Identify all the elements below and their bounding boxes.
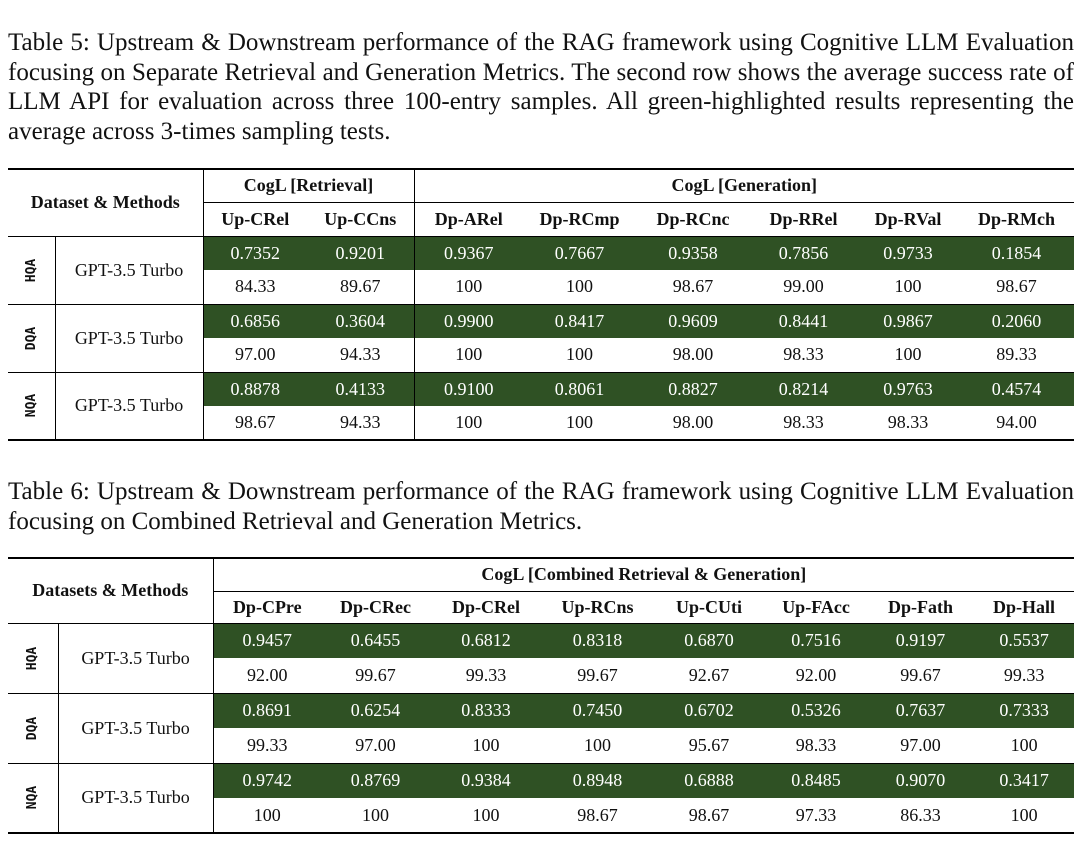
success-rate-cell: 94.33	[307, 406, 414, 440]
score-cell: 0.4133	[307, 372, 414, 406]
success-rate-cell: 92.00	[765, 658, 867, 693]
success-rate-cell: 100	[974, 728, 1074, 763]
column-header: Dp-Fath	[867, 591, 974, 623]
column-header: Dp-CRec	[321, 591, 430, 623]
header-dataset-methods: Datasets & Methods	[8, 558, 213, 623]
success-rate-cell: 100	[430, 728, 542, 763]
score-cell: 0.8441	[750, 304, 857, 338]
success-rate-cell: 86.33	[900, 804, 941, 825]
success-rate-cell: 94.00	[996, 412, 1037, 432]
table-row-scores	[8, 372, 1074, 406]
success-rate-cell: 98.00	[672, 412, 714, 432]
success-rate-cell: 99.33	[974, 658, 1074, 693]
score-cell: 0.9100	[414, 372, 523, 406]
success-rate-cell: 99.00	[750, 270, 857, 304]
score-cell: 0.9070	[867, 763, 974, 798]
score-cell: 0.6702	[653, 693, 765, 728]
column-header: Up-CRel	[203, 202, 307, 236]
score-cell: 0.7352	[203, 236, 307, 270]
table5-caption: Table 5: Upstream & Downstream performance of the RAG framework using Cognitive LLM Evaluation focusing on Separate Retrieval and Generation Metrics. The second row shows the average success rate of LLM API for evaluation across three 100-entry samples. All green-highlighted results representing the average across 3-times sampling tests.	[8, 29, 1074, 145]
score-cell: 0.9763	[857, 372, 959, 406]
success-rate-cell: 89.33	[959, 338, 1074, 372]
score-cell: 0.8827	[636, 372, 750, 406]
dataset-label-text: HQA	[23, 258, 39, 282]
score-cell: 0.7637	[867, 693, 974, 728]
dataset-label-text: DQA	[25, 716, 41, 740]
table6	[8, 557, 1074, 834]
score-cell: 0.7450	[542, 693, 653, 728]
success-rate-cell: 99.67	[867, 658, 974, 693]
group-header-combined: CogL [Combined Retrieval & Generation]	[213, 558, 1074, 591]
success-rate-cell: 94.33	[307, 338, 414, 372]
success-rate-cell: 89.67	[307, 270, 414, 304]
column-header: Dp-CRel	[430, 591, 542, 623]
column-header: Dp-RRel	[750, 202, 857, 236]
score-cell: 0.8061	[523, 372, 636, 406]
header-row-groups	[8, 558, 1074, 591]
column-header: Dp-Hall	[974, 591, 1074, 623]
group-header-retrieval: CogL [Retrieval]	[203, 169, 414, 202]
column-header: Dp-RCnc	[636, 202, 750, 236]
method-label: GPT-3.5 Turbo	[58, 623, 213, 693]
column-header: Dp-RMch	[959, 202, 1074, 236]
score-cell: 0.9367	[414, 236, 523, 270]
score-cell: 0.9457	[213, 623, 321, 658]
header-row-groups	[8, 169, 1074, 202]
score-cell: 0.7667	[523, 236, 636, 270]
method-label: GPT-3.5 Turbo	[58, 763, 213, 833]
score-cell: 0.8214	[750, 372, 857, 406]
dataset-label-text: NQA	[25, 786, 41, 810]
score-cell: 0.9358	[636, 236, 750, 270]
success-rate-cell: 100	[523, 270, 636, 304]
success-rate-cell: 99.67	[542, 658, 653, 693]
method-label: GPT-3.5 Turbo	[55, 372, 203, 440]
dataset-label-text: HQA	[25, 646, 41, 670]
score-cell: 0.9609	[636, 304, 750, 338]
success-rate-cell: 97.00	[867, 728, 974, 763]
score-cell: 0.6888	[653, 763, 765, 798]
success-rate-cell: 97.33	[795, 804, 837, 825]
score-cell: 0.8948	[542, 763, 653, 798]
success-rate-cell: 100	[566, 412, 594, 432]
success-rate-cell: 95.67	[653, 728, 765, 763]
score-cell: 0.8769	[321, 763, 430, 798]
success-rate-cell: 100	[414, 270, 523, 304]
table-row-scores	[8, 623, 1074, 658]
score-cell: 0.6455	[321, 623, 430, 658]
score-cell: 0.7516	[765, 623, 867, 658]
header-dataset-methods: Dataset & Methods	[8, 169, 203, 236]
dataset-label	[8, 236, 55, 304]
score-cell: 0.4574	[959, 372, 1074, 406]
score-cell: 0.8417	[523, 304, 636, 338]
table-row-scores	[8, 236, 1074, 270]
column-header: Dp-CPre	[213, 591, 321, 623]
success-rate-cell: 98.67	[636, 270, 750, 304]
score-cell: 0.9384	[430, 763, 542, 798]
dataset-label-text: DQA	[23, 326, 39, 350]
score-cell: 0.9733	[857, 236, 959, 270]
column-header: Dp-RVal	[857, 202, 959, 236]
dataset-label	[8, 623, 58, 693]
success-rate-cell: 100	[542, 728, 653, 763]
success-rate-cell: 97.00	[321, 728, 430, 763]
table5	[8, 168, 1074, 441]
success-rate-cell: 84.33	[203, 270, 307, 304]
score-cell: 0.8691	[213, 693, 321, 728]
score-cell: 0.2060	[959, 304, 1074, 338]
dataset-label-text: NQA	[23, 394, 39, 418]
column-header: Dp-ARel	[414, 202, 523, 236]
dataset-label	[8, 304, 55, 372]
score-cell: 0.6856	[203, 304, 307, 338]
success-rate-cell: 98.33	[783, 412, 824, 432]
column-header: Up-CCns	[307, 202, 414, 236]
score-cell: 0.3417	[974, 763, 1074, 798]
success-rate-cell: 92.00	[213, 658, 321, 693]
column-header: Up-CUti	[653, 591, 765, 623]
success-rate-cell: 98.00	[636, 338, 750, 372]
success-rate-cell: 99.67	[321, 658, 430, 693]
success-rate-cell: 100	[414, 338, 523, 372]
success-rate-cell: 98.33	[887, 412, 929, 432]
success-rate-cell: 100	[857, 338, 959, 372]
column-header: Dp-RCmp	[523, 202, 636, 236]
method-label: GPT-3.5 Turbo	[55, 304, 203, 372]
success-rate-cell: 98.67	[959, 270, 1074, 304]
success-rate-cell: 92.67	[653, 658, 765, 693]
success-rate-cell: 100	[455, 412, 483, 432]
score-cell: 0.6870	[653, 623, 765, 658]
group-header-generation: CogL [Generation]	[414, 169, 1074, 202]
success-rate-cell: 100	[1010, 804, 1038, 825]
success-rate-cell: 100	[253, 804, 281, 825]
success-rate-cell: 99.33	[213, 728, 321, 763]
dataset-label	[8, 763, 58, 833]
score-cell: 0.9867	[857, 304, 959, 338]
success-rate-cell: 100	[472, 804, 500, 825]
success-rate-cell: 100	[362, 804, 390, 825]
success-rate-cell: 100	[523, 338, 636, 372]
score-cell: 0.6254	[321, 693, 430, 728]
score-cell: 0.8318	[542, 623, 653, 658]
table-row-scores	[8, 693, 1074, 728]
column-header: Up-FAcc	[765, 591, 867, 623]
dataset-label	[8, 693, 58, 763]
dataset-label	[8, 372, 55, 440]
column-header: Up-RCns	[542, 591, 653, 623]
score-cell: 0.8878	[203, 372, 307, 406]
success-rate-cell: 100	[857, 270, 959, 304]
score-cell: 0.3604	[307, 304, 414, 338]
score-cell: 0.8485	[765, 763, 867, 798]
table-row-scores	[8, 763, 1074, 798]
score-cell: 0.9197	[867, 623, 974, 658]
success-rate-cell: 98.67	[235, 412, 276, 432]
score-cell: 0.9900	[414, 304, 523, 338]
score-cell: 0.6812	[430, 623, 542, 658]
score-cell: 0.5537	[974, 623, 1074, 658]
success-rate-cell: 98.33	[750, 338, 857, 372]
success-rate-cell: 97.00	[203, 338, 307, 372]
score-cell: 0.7333	[974, 693, 1074, 728]
score-cell: 0.7856	[750, 236, 857, 270]
score-cell: 0.9201	[307, 236, 414, 270]
score-cell: 0.1854	[959, 236, 1074, 270]
success-rate-cell: 98.67	[577, 804, 618, 825]
success-rate-cell: 98.67	[688, 804, 730, 825]
success-rate-cell: 98.33	[765, 728, 867, 763]
method-label: GPT-3.5 Turbo	[58, 693, 213, 763]
success-rate-cell: 99.33	[430, 658, 542, 693]
score-cell: 0.8333	[430, 693, 542, 728]
table-row-scores	[8, 304, 1074, 338]
score-cell: 0.5326	[765, 693, 867, 728]
table6-caption: Table 6: Upstream & Downstream performance of the RAG framework using Cognitive LLM Evaluation focusing on Combined Retrieval and Generation Metrics.	[8, 478, 1074, 535]
score-cell: 0.9742	[213, 763, 321, 798]
method-label: GPT-3.5 Turbo	[55, 236, 203, 304]
